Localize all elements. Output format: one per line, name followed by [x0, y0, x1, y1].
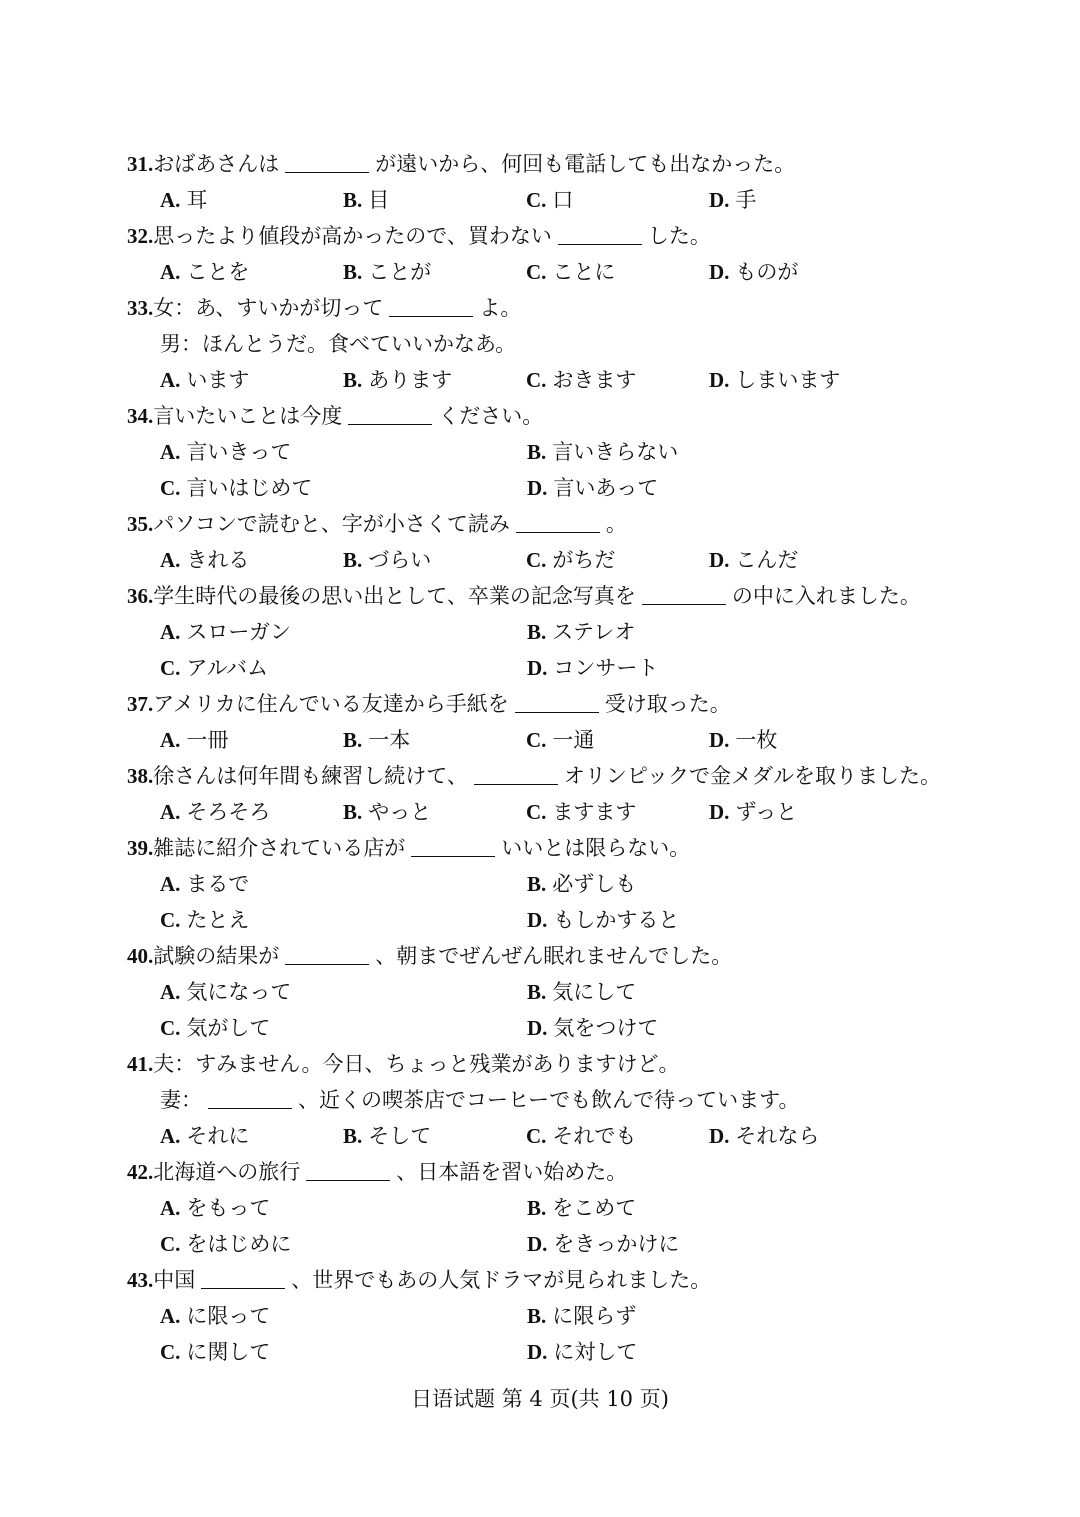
question-stem [127, 578, 987, 614]
question-item [127, 686, 987, 758]
question-number: 38. [127, 764, 154, 788]
option-d [709, 182, 892, 218]
option-b [343, 794, 526, 830]
option-d [527, 902, 894, 938]
option-text: おきます [552, 368, 637, 392]
option-c [160, 1010, 527, 1046]
question-text: 学生時代の最後の思い出として、卒業の記念写真を [153, 584, 636, 608]
option-d [709, 1118, 892, 1154]
option-text: ことが [368, 260, 432, 284]
option-label: B. [527, 440, 547, 464]
question-item [127, 830, 987, 938]
option-text: 一通 [552, 728, 595, 752]
option-label: C. [160, 1016, 181, 1040]
option-a [160, 182, 343, 218]
option-c [526, 722, 709, 758]
option-a [160, 542, 343, 578]
question-text: 妻： [160, 1088, 202, 1112]
option-label: D. [709, 260, 730, 284]
options-row [127, 650, 987, 686]
option-label: C. [526, 260, 547, 284]
question-stem [127, 146, 987, 182]
option-label: A. [160, 188, 181, 212]
option-d [709, 794, 892, 830]
option-c [160, 1334, 527, 1370]
option-c [526, 1118, 709, 1154]
page-footer: 日语试题 第 4 页(共 10 页) [411, 1387, 669, 1411]
question-text: 思ったより値段が高かったので、買わない [153, 224, 552, 248]
option-text: それでも [552, 1124, 637, 1148]
option-label: B. [343, 800, 363, 824]
option-label: C. [526, 1124, 547, 1148]
question-number: 39. [127, 836, 154, 860]
question-item [127, 1046, 987, 1154]
option-a [160, 1298, 527, 1334]
option-text: やっと [368, 800, 432, 824]
option-label: D. [527, 1232, 548, 1256]
option-text: をこめて [552, 1196, 637, 1220]
question-stem [127, 686, 987, 722]
question-number: 40. [127, 944, 154, 968]
option-c [526, 182, 709, 218]
question-text: 雑誌に紹介されている店が [153, 836, 406, 860]
option-label: C. [526, 188, 547, 212]
option-text: 気になって [186, 980, 292, 1004]
option-text: ものが [735, 260, 799, 284]
question-text: おばあさんは [153, 152, 280, 176]
options-row [127, 1298, 987, 1334]
option-b [527, 1190, 894, 1226]
question-stem [127, 938, 987, 974]
option-text: アルバム [186, 656, 269, 680]
question-number: 32. [127, 224, 154, 248]
option-a [160, 722, 343, 758]
option-label: D. [709, 800, 730, 824]
option-label: D. [709, 548, 730, 572]
options-row [127, 362, 987, 398]
option-text: 言いきって [186, 440, 292, 464]
question-item [127, 218, 987, 290]
option-label: A. [160, 440, 181, 464]
question-list [127, 146, 987, 1370]
option-text: 目 [368, 188, 390, 212]
option-text: 気にして [552, 980, 637, 1004]
option-b [343, 254, 526, 290]
option-text: に限って [186, 1304, 271, 1328]
option-label: A. [160, 1124, 181, 1148]
option-label: D. [527, 476, 548, 500]
answer-blank [306, 1158, 390, 1181]
option-label: A. [160, 548, 181, 572]
option-b [527, 614, 894, 650]
options-row [127, 866, 987, 902]
option-label: D. [527, 908, 548, 932]
option-label: B. [527, 872, 547, 896]
question-text: 中国 [153, 1268, 196, 1292]
option-text: それに [186, 1124, 250, 1148]
option-text: 言いきらない [552, 440, 679, 464]
question-number: 35. [127, 512, 154, 536]
question-text: が遠いから、何回も電話しても出なかった。 [375, 152, 796, 176]
option-text: に対して [553, 1340, 638, 1364]
question-item [127, 1262, 987, 1370]
question-text: オリンピックで金メダルを取りました。 [563, 764, 942, 788]
question-item [127, 506, 987, 578]
option-c [526, 542, 709, 578]
option-label: B. [343, 1124, 363, 1148]
option-label: A. [160, 728, 181, 752]
question-text: した。 [647, 224, 711, 248]
option-a [160, 362, 343, 398]
question-text: ください。 [438, 404, 544, 428]
option-b [527, 1298, 894, 1334]
question-number: 37. [127, 692, 154, 716]
question-stem [127, 830, 987, 866]
option-b [343, 722, 526, 758]
question-text: 、日本語を習い始めた。 [396, 1160, 628, 1184]
question-stem [127, 758, 987, 794]
option-b [343, 362, 526, 398]
option-text: ことを [186, 260, 250, 284]
option-c [160, 470, 527, 506]
answer-blank [515, 690, 599, 713]
option-label: A. [160, 1196, 181, 1220]
question-text: 言いたいことは今度 [153, 404, 343, 428]
option-label: A. [160, 1304, 181, 1328]
option-label: B. [343, 260, 363, 284]
option-a [160, 866, 527, 902]
option-a [160, 434, 527, 470]
option-d [709, 722, 892, 758]
options-row [127, 794, 987, 830]
option-label: C. [160, 476, 181, 500]
option-text: たとえ [186, 908, 250, 932]
answer-blank [411, 834, 495, 857]
question-text: の中に入れました。 [731, 584, 921, 608]
question-stem [127, 1154, 987, 1190]
option-label: D. [527, 1340, 548, 1364]
option-text: スローガン [186, 620, 292, 644]
options-row [127, 542, 987, 578]
option-c [526, 362, 709, 398]
question-text: 女：あ、すいかが切って [153, 296, 384, 320]
question-text: 徐さんは何年間も練習し続けて、 [153, 764, 468, 788]
option-a [160, 974, 527, 1010]
question-item [127, 1154, 987, 1262]
question-stem [127, 1046, 987, 1082]
option-b [343, 1118, 526, 1154]
option-text: づらい [368, 548, 432, 572]
option-text: こんだ [735, 548, 799, 572]
question-dialogue-line [127, 1082, 987, 1118]
option-d [527, 470, 894, 506]
option-c [160, 650, 527, 686]
option-d [709, 254, 892, 290]
option-text: 一本 [368, 728, 411, 752]
answer-blank [389, 294, 473, 317]
options-row [127, 254, 987, 290]
option-text: に限らず [552, 1304, 637, 1328]
option-label: B. [343, 188, 363, 212]
option-text: をきっかけに [553, 1232, 680, 1256]
question-stem [127, 506, 987, 542]
answer-blank [208, 1086, 292, 1109]
options-row [127, 902, 987, 938]
options-row [127, 1010, 987, 1046]
question-text: 、近くの喫茶店でコーヒーでも飲んで待っています。 [298, 1088, 800, 1112]
option-b [527, 866, 894, 902]
option-d [527, 1010, 894, 1046]
question-number: 41. [127, 1052, 154, 1076]
option-text: それなら [735, 1124, 820, 1148]
option-d [527, 650, 894, 686]
option-a [160, 794, 343, 830]
option-text: 必ずしも [552, 872, 637, 896]
option-d [527, 1226, 894, 1262]
option-text: 気がして [186, 1016, 271, 1040]
option-label: A. [160, 872, 181, 896]
option-label: A. [160, 980, 181, 1004]
answer-blank [285, 150, 369, 173]
option-text: がちだ [552, 548, 616, 572]
option-text: ますます [552, 800, 637, 824]
question-text: 夫：すみません。今日、ちょっと残業がありますけど。 [153, 1052, 680, 1076]
options-row [127, 182, 987, 218]
question-text: 受け取った。 [604, 692, 731, 716]
answer-blank [642, 582, 726, 605]
option-label: C. [160, 656, 181, 680]
option-text: をはじめに [186, 1232, 292, 1256]
option-b [527, 434, 894, 470]
option-label: A. [160, 800, 181, 824]
question-text: 男：ほんとうだ。食べていいかなあ。 [160, 332, 517, 356]
options-row [127, 434, 987, 470]
question-number: 31. [127, 152, 154, 176]
options-row [127, 470, 987, 506]
question-item [127, 290, 987, 398]
option-c [160, 1226, 527, 1262]
option-a [160, 1190, 527, 1226]
option-text: ステレオ [552, 620, 636, 644]
option-a [160, 614, 527, 650]
question-number: 43. [127, 1268, 154, 1292]
options-row [127, 1118, 987, 1154]
option-label: B. [343, 548, 363, 572]
option-c [160, 902, 527, 938]
answer-blank [285, 942, 369, 965]
question-number: 42. [127, 1160, 154, 1184]
question-stem [127, 398, 987, 434]
options-row [127, 1226, 987, 1262]
option-text: 言いあって [553, 476, 659, 500]
question-text: 、世界でもあの人気ドラマが見られました。 [291, 1268, 712, 1292]
question-number: 36. [127, 584, 154, 608]
options-row [127, 1190, 987, 1226]
option-label: B. [343, 728, 363, 752]
option-b [343, 182, 526, 218]
option-d [709, 542, 892, 578]
option-label: C. [526, 368, 547, 392]
option-text: もしかすると [553, 908, 680, 932]
answer-blank [558, 222, 642, 245]
option-text: 耳 [186, 188, 208, 212]
option-c [526, 794, 709, 830]
option-text: しまいます [735, 368, 841, 392]
option-a [160, 254, 343, 290]
option-d [709, 362, 892, 398]
option-text: 一冊 [186, 728, 229, 752]
options-row [127, 1334, 987, 1370]
option-label: B. [527, 980, 547, 1004]
question-stem [127, 1262, 987, 1298]
option-b [527, 974, 894, 1010]
option-text: コンサート [553, 656, 659, 680]
option-text: をもって [186, 1196, 271, 1220]
question-text: 北海道への旅行 [153, 1160, 301, 1184]
answer-blank [474, 762, 558, 785]
option-label: C. [160, 908, 181, 932]
answer-blank [201, 1266, 285, 1289]
option-text: 言いはじめて [186, 476, 313, 500]
option-text: 口 [552, 188, 574, 212]
question-item [127, 146, 987, 218]
option-label: A. [160, 260, 181, 284]
option-text: に関して [186, 1340, 271, 1364]
option-a [160, 1118, 343, 1154]
question-text: よ。 [479, 296, 522, 320]
question-text: 。 [605, 512, 627, 536]
option-label: D. [709, 188, 730, 212]
option-text: そして [368, 1124, 432, 1148]
option-label: B. [343, 368, 363, 392]
option-label: D. [709, 368, 730, 392]
question-item [127, 398, 987, 506]
option-label: D. [709, 1124, 730, 1148]
option-b [343, 542, 526, 578]
option-label: B. [527, 620, 547, 644]
option-label: C. [160, 1340, 181, 1364]
options-row [127, 614, 987, 650]
option-d [527, 1334, 894, 1370]
option-text: あります [368, 368, 453, 392]
options-row [127, 722, 987, 758]
question-item [127, 938, 987, 1046]
question-dialogue-line [127, 326, 987, 362]
option-label: C. [526, 800, 547, 824]
option-label: C. [526, 728, 547, 752]
option-c [526, 254, 709, 290]
question-text: 、朝までぜんぜん眠れませんでした。 [375, 944, 733, 968]
question-text: パソコンで読むと、字が小さくて読み [153, 512, 510, 536]
answer-blank [516, 510, 600, 533]
option-text: ことに [552, 260, 616, 284]
option-label: C. [160, 1232, 181, 1256]
question-item [127, 758, 987, 830]
option-label: B. [527, 1196, 547, 1220]
option-label: B. [527, 1304, 547, 1328]
option-label: A. [160, 620, 181, 644]
option-label: C. [526, 548, 547, 572]
question-stem [127, 218, 987, 254]
option-label: A. [160, 368, 181, 392]
option-label: D. [709, 728, 730, 752]
option-text: 一枚 [735, 728, 778, 752]
option-label: D. [527, 1016, 548, 1040]
option-text: 気をつけて [553, 1016, 659, 1040]
answer-blank [348, 402, 432, 425]
question-item [127, 578, 987, 686]
question-text: アメリカに住んでいる友達から手紙を [153, 692, 509, 716]
option-text: います [186, 368, 250, 392]
question-text: いいとは限らない。 [501, 836, 691, 860]
option-text: きれる [186, 548, 250, 572]
question-number: 34. [127, 404, 154, 428]
option-label: D. [527, 656, 548, 680]
option-text: まるで [186, 872, 250, 896]
options-row [127, 974, 987, 1010]
question-text: 試験の結果が [153, 944, 280, 968]
option-text: そろそろ [186, 800, 271, 824]
question-stem [127, 290, 987, 326]
question-number: 33. [127, 296, 154, 320]
option-text: 手 [735, 188, 757, 212]
option-text: ずっと [735, 800, 798, 824]
